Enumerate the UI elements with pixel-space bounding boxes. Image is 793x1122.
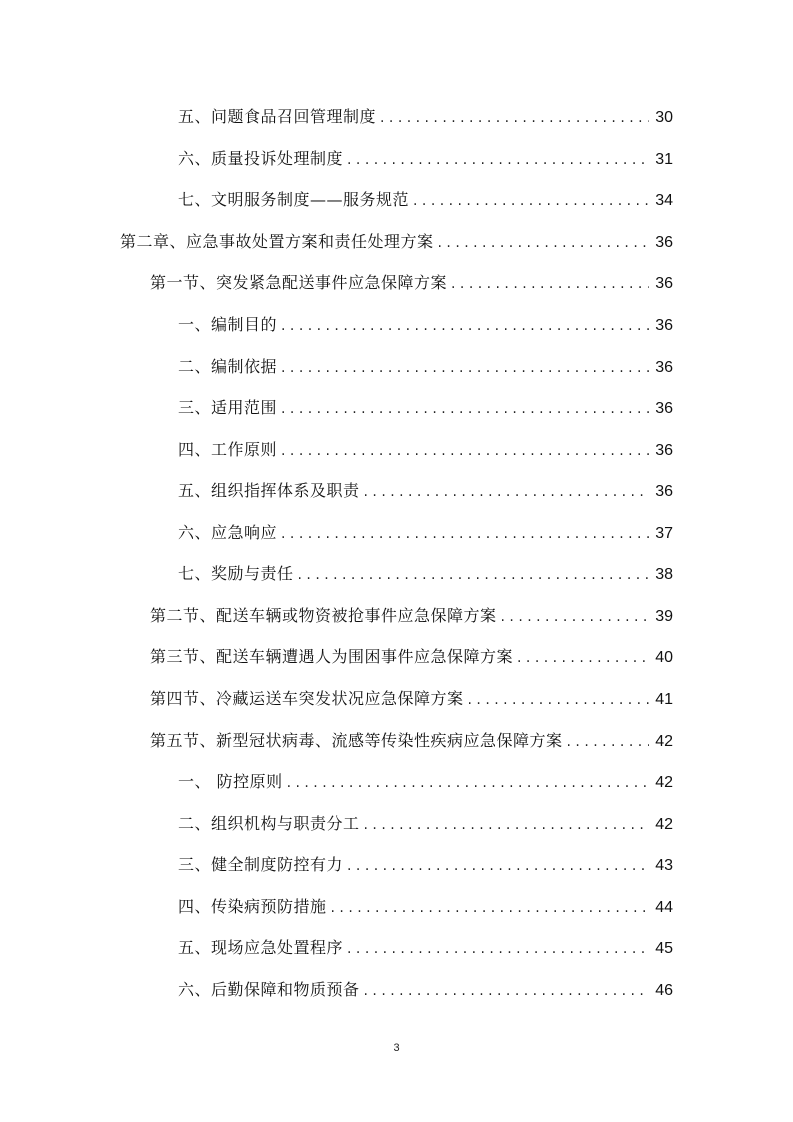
toc-entry[interactable] [178,934,673,962]
toc-dot-leader [347,852,649,880]
toc-entry-page: 42 [655,733,673,750]
toc-entry-title: 第三节、配送车辆遭遇人为围困事件应急保障方案 [150,647,514,666]
toc-entry-title: 第二章、应急事故处置方案和责任处理方案 [120,232,434,251]
toc-entry-page: 34 [655,192,673,209]
toc-entry-page: 36 [655,442,673,459]
toc-entry-title: 六、质量投诉处理制度 [178,149,344,168]
toc-dot-leader [468,686,649,714]
toc-entry[interactable] [178,353,673,381]
toc-entry-page: 31 [655,151,673,168]
toc-entry-section[interactable] [150,685,673,713]
toc-dot-leader [451,270,649,298]
toc-dot-leader [298,561,649,589]
toc-dot-leader [287,769,649,797]
toc-entry-title: 一、 防控原则 [178,772,283,791]
toc-entry-page: 36 [655,317,673,334]
page-number: 3 [393,1042,400,1054]
toc-entry-title: 一、编制目的 [178,315,278,334]
toc-dot-leader [281,312,649,340]
toc-entry-title: 六、后勤保障和物质预备 [178,980,360,999]
toc-entry-title: 第四节、冷藏运送车突发状况应急保障方案 [150,689,464,708]
toc-entry-page: 39 [655,608,673,625]
toc-entry[interactable] [178,436,673,464]
toc-entry[interactable] [178,394,673,422]
toc-dot-leader [281,437,649,465]
toc-dot-leader [380,104,649,132]
toc-entry-page: 46 [655,982,673,999]
toc-entry-title: 四、工作原则 [178,440,278,459]
toc-entry-title: 七、文明服务制度——服务规范 [178,190,410,209]
toc-entry-page: 45 [655,940,673,957]
toc-entry-title: 第五节、新型冠状病毒、流感等传染性疾病应急保障方案 [150,731,563,750]
toc-entry[interactable] [178,851,673,879]
toc-entry[interactable] [178,103,673,131]
toc-entry[interactable] [178,186,673,214]
toc-entry-page: 36 [655,359,673,376]
toc-entry[interactable] [178,477,673,505]
toc-entry-page: 44 [655,899,673,916]
toc-entry-chapter[interactable] [120,228,673,256]
toc-entry-page: 36 [655,234,673,251]
toc-dot-leader [438,229,649,257]
toc-entry-title: 五、问题食品召回管理制度 [178,107,377,126]
toc-entry-page: 36 [655,400,673,417]
toc-entry[interactable] [178,976,673,1004]
toc-entry-title: 第二节、配送车辆或物资被抢事件应急保障方案 [150,606,497,625]
toc-dot-leader [567,728,649,756]
toc-entry-page: 42 [655,816,673,833]
toc-entry-page: 40 [655,649,673,666]
toc-entry[interactable] [178,810,673,838]
toc-dot-leader [364,977,649,1005]
toc-entry-section[interactable] [150,643,673,671]
toc-dot-leader [413,187,649,215]
toc-dot-leader [517,644,649,672]
toc-entry-section[interactable] [150,269,673,297]
toc-dot-leader [331,894,649,922]
toc-entry-page: 42 [655,774,673,791]
toc-entry-section[interactable] [150,602,673,630]
toc-entry-title: 四、传染病预防措施 [178,897,327,916]
toc-entry-title: 三、健全制度防控有力 [178,855,344,874]
toc-dot-leader [347,935,649,963]
toc-entry-page: 37 [655,525,673,542]
toc-entry[interactable] [178,519,673,547]
toc-dot-leader [501,603,649,631]
toc-entry-page: 30 [655,109,673,126]
toc-entry-page: 36 [655,483,673,500]
toc-dot-leader [281,520,649,548]
toc-dot-leader [347,146,649,174]
toc-entry-section[interactable] [150,727,673,755]
toc-entry[interactable] [178,311,673,339]
toc-entry-title: 二、编制依据 [178,357,278,376]
toc-entry-page: 43 [655,857,673,874]
toc-entry-title: 二、组织机构与职责分工 [178,814,360,833]
toc-entry[interactable] [178,893,673,921]
toc-entry-title: 第一节、突发紧急配送事件应急保障方案 [150,273,448,292]
toc-entry-page: 36 [655,275,673,292]
toc-dot-leader [281,395,649,423]
toc-entry-title: 三、适用范围 [178,398,278,417]
toc-entry-title: 五、组织指挥体系及职责 [178,481,360,500]
toc-entry-title: 五、现场应急处置程序 [178,938,344,957]
toc-entry-title: 七、奖励与责任 [178,564,294,583]
toc-entry-page: 38 [655,566,673,583]
toc-entry-page: 41 [655,691,673,708]
toc-entry-title: 六、应急响应 [178,523,278,542]
toc-dot-leader [364,811,649,839]
toc-dot-leader [364,478,649,506]
toc-dot-leader [281,354,649,382]
toc-entry[interactable] [178,145,673,173]
toc-entry[interactable] [178,768,673,796]
toc-entry[interactable] [178,560,673,588]
